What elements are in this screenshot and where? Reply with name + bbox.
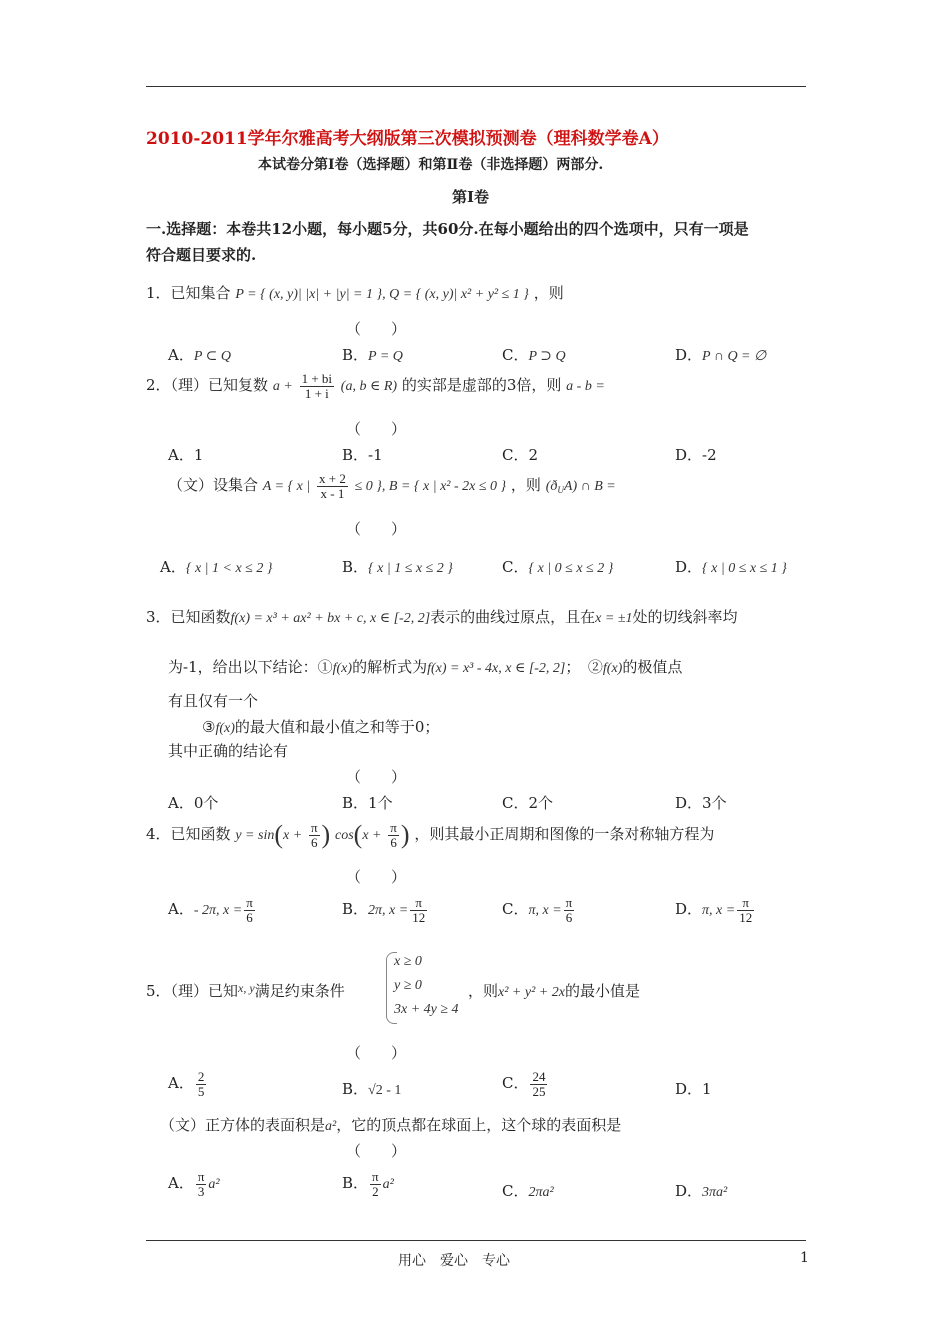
q1-math: P = { (x, y)| |x| + |y| = 1 }, Q = { (x, y)| x² + y² ≤ 1 } [235, 287, 529, 302]
question-5-stem: 5．（理）已知$^{x, y}$满足约束条件 [146, 981, 345, 1000]
q3-line4: ③f(x)的最大值和最小值之和等于0； [202, 718, 440, 736]
subtitle: 本试卷分第Ⅰ卷（选择题）和第Ⅱ卷（非选择题）两部分. [258, 157, 604, 173]
q5-constraint-1: x ≥ 0 [394, 954, 422, 969]
q5-option-d: D．1 [675, 1080, 712, 1098]
q2-wen-option-c: C．{ x | 0 ≤ x ≤ 2 } [502, 558, 614, 576]
q3-option-c: C．2个 [502, 794, 554, 812]
q1-answer-paren: （ ） [346, 320, 407, 338]
footer-motto: 用心 爱心 专心 [398, 1253, 510, 1269]
q1-option-d: D．P ∩ Q = ∅ [675, 346, 767, 364]
q1-stem: 1．已知集合 [146, 284, 231, 302]
q2-wen-option-a: A．{ x | 1 < x ≤ 2 } [160, 558, 273, 576]
q2-wen: （文）设集合 A = { x | $\frac{x + 2}{x - 1}$ ≤ 0 }, B = { x | x² - 2x ≤ 0 } ，则 $(ð_UA)$ ∩ B = [168, 471, 616, 501]
q4-answer-paren: （ ） [346, 868, 407, 886]
footer-rule [146, 1240, 806, 1241]
q1-option-b: B．P = Q [342, 346, 403, 364]
q1-option-c: C．P ⊃ Q [502, 346, 566, 364]
q3-option-a: A．0个 [168, 794, 219, 812]
question-2: 2．（理）已知复数 a + $\frac{1 + bi}{1 + i}$ (a, b ∈ R) 的实部是虚部的3倍，则 a - b = [146, 371, 605, 401]
q2-option-a: A．1 [168, 446, 204, 464]
q2-option-b: B．-1 [342, 446, 383, 464]
q5-option-c: C． $\frac{24}{25}$ [502, 1069, 546, 1099]
page-title: 2010-2011学年尔雅高考大纲版第三次模拟预测卷（理科数学卷A） [146, 129, 669, 149]
q2-wen-option-d: D．{ x | 0 ≤ x ≤ 1 } [675, 558, 787, 576]
question-1 [146, 282, 564, 303]
q1-option-a: A．P ⊂ Q [168, 346, 231, 364]
q5-answer-paren: （ ） [346, 1044, 407, 1062]
q5-option-b: B．√2 - 1 [342, 1080, 402, 1098]
question-5-tail: ，则x² + y² + 2x的最小值是 [468, 982, 640, 1000]
q3-option-d: D．3个 [675, 794, 727, 812]
q5-wen-option-d: D．3πa² [675, 1182, 728, 1200]
q2-fraction: $\frac{1 + bi}{1 + i}$ [301, 371, 333, 401]
q5-constraint-2: y ≥ 0 [394, 978, 422, 993]
q2-option-d: D．-2 [675, 446, 717, 464]
q2-option-c: C．2 [502, 446, 539, 464]
part-heading: 第Ⅰ卷 [452, 188, 490, 206]
q5-wen-option-a: A． $\frac{\pi}{3}$ a² [168, 1169, 220, 1199]
q5-wen-option-b: B． $\frac{\pi}{2}$ a² [342, 1169, 394, 1199]
top-rule [146, 86, 806, 87]
q1-tail: ，则 [533, 284, 564, 302]
section-instructions-line2: 符合题目要求的. [146, 246, 257, 264]
q5-option-a: A． $\frac{2}{5}$ [168, 1069, 205, 1099]
q2-wen-fraction: $\frac{x + 2}{x - 1}$ [319, 471, 346, 501]
question-3: 3．已知函数f(x) = x³ + ax² + bx + c, x ∈ [-2, 2]表示的曲线过原点，且在x = ±1处的切线斜率均 [146, 608, 738, 626]
q3-line5: 其中正确的结论有 [168, 742, 289, 760]
q4-option-d: D．π, x = $\frac{\pi}{12}$ [675, 895, 753, 925]
q4-option-c: C．π, x = $\frac{\pi}{6}$ [502, 895, 573, 925]
q2-wen-option-b: B．{ x | 1 ≤ x ≤ 2 } [342, 558, 453, 576]
q3-answer-paren: （ ） [346, 768, 407, 786]
q3-line3: 有且仅有一个 [168, 692, 259, 710]
section-instructions-line1: 一.选择题：本卷共12小题，每小题5分，共60分.在每小题给出的四个选项中，只有一项是 [146, 220, 749, 238]
q2-answer-paren: （ ） [346, 420, 407, 438]
q2-wen-answer-paren: （ ） [346, 520, 407, 538]
q4-option-b: B．2π, x = $\frac{\pi}{12}$ [342, 895, 426, 925]
q3-option-b: B．1个 [342, 794, 393, 812]
q5-wen-option-c: C．2πa² [502, 1182, 554, 1200]
q5-constraint-3: 3x + 4y ≥ 4 [394, 1002, 459, 1017]
q5-wen-answer-paren: （ ） [346, 1142, 407, 1160]
q3-line2: 为-1，给出以下结论：①f(x)的解析式为f(x) = x³ - 4x, x ∈ [-2, 2]； ②f(x)的极值点 [168, 658, 683, 676]
question-4: 4．已知函数 y = sin(x + $\frac{\pi}{6}$ ) cos(x + $\frac{\pi}{6}$ ) ，则其最小正周期和图像的一条对称轴方程为 [146, 819, 715, 850]
q5-wen: （文）正方体的表面积是a²，它的顶点都在球面上，这个球的表面积是 [160, 1116, 622, 1134]
q4-option-a: A．- 2π, x = $\frac{\pi}{6}$ [168, 895, 253, 925]
page-number: 1 [800, 1250, 809, 1266]
